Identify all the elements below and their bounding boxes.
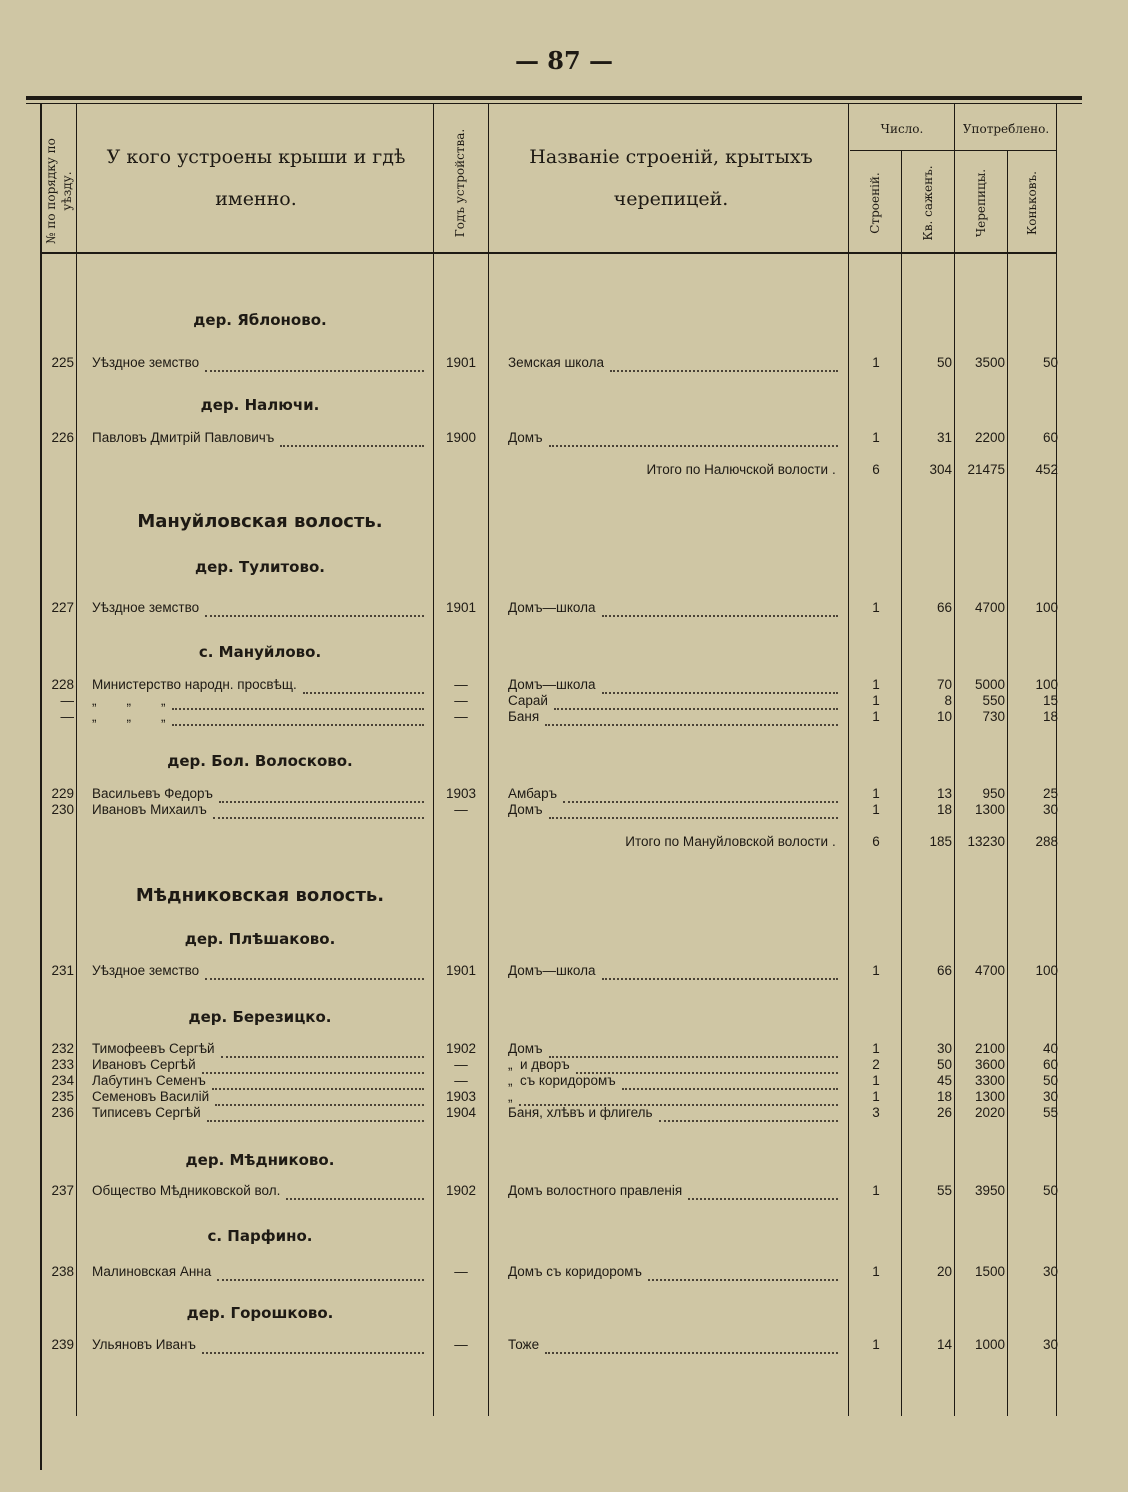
sq-sazhen: 14	[936, 1337, 952, 1352]
year: 1903	[445, 786, 477, 801]
row-number: 231	[51, 963, 74, 978]
buildings-count: 2	[872, 1057, 880, 1072]
building-name: „ съ коридоромъ	[508, 1073, 616, 1088]
col-divider-right	[1056, 104, 1057, 1416]
owner-name: Ивановъ Сергѣй	[92, 1057, 196, 1072]
row-number: 229	[51, 786, 74, 801]
col-divider-year	[488, 104, 489, 1416]
ridges-count: 50	[1042, 1073, 1058, 1088]
total-tiles: 13230	[967, 834, 1005, 849]
section-heading: дер. Плѣшаково.	[184, 930, 336, 948]
leader-dots	[549, 1042, 838, 1058]
sq-sazhen: 31	[936, 430, 952, 445]
building-name: Амбаръ	[508, 786, 558, 801]
year: —	[454, 1337, 468, 1352]
section-heading: дер. Яблоново.	[193, 311, 327, 329]
leader-dots	[213, 803, 424, 819]
tiles-count: 1500	[974, 1264, 1005, 1279]
owner-name: Васильевъ Федоръ	[92, 786, 213, 801]
sq-sazhen: 55	[936, 1183, 952, 1198]
section-heading: дер. Тулитово.	[195, 558, 325, 576]
section-heading: дер. Горошково.	[186, 1304, 334, 1322]
buildings-count: 1	[872, 600, 880, 615]
header-group-used: Употреблено.	[962, 122, 1050, 136]
row-number: 235	[51, 1089, 74, 1104]
building-name: Домъ—школа	[508, 677, 596, 692]
year: 1902	[445, 1041, 477, 1056]
owner-name: Ульяновъ Иванъ	[92, 1337, 196, 1352]
ridges-count: 30	[1042, 1089, 1058, 1104]
section-heading: дер. Бол. Волосково.	[167, 752, 353, 770]
col-divider-cnt	[901, 150, 902, 1416]
leader-dots	[280, 431, 424, 447]
year: 1901	[445, 600, 477, 615]
row-number: —	[60, 693, 74, 708]
table-top-rule	[26, 96, 1082, 100]
total-buildings-count: 6	[872, 834, 880, 849]
header-group-count: Число.	[880, 122, 924, 136]
tiles-count: 1300	[974, 802, 1005, 817]
sq-sazhen: 10	[936, 709, 952, 724]
tiles-count: 2100	[974, 1041, 1005, 1056]
col-divider-building	[848, 104, 849, 1416]
sq-sazhen: 8	[944, 693, 952, 708]
owner-name: Павловъ Дмитрій Павловичъ	[92, 430, 275, 445]
owner-name: Уѣздное земство	[92, 600, 200, 615]
buildings-count: 1	[872, 963, 880, 978]
leader-dots	[217, 1265, 424, 1281]
ridges-count: 60	[1042, 1057, 1058, 1072]
tiles-count: 4700	[974, 600, 1005, 615]
ridges-count: 50	[1042, 1183, 1058, 1198]
ridges-count: 18	[1042, 709, 1058, 724]
building-name: Тоже	[508, 1337, 540, 1352]
year: —	[454, 1057, 468, 1072]
total-tiles: 21475	[967, 462, 1005, 477]
tiles-count: 3600	[974, 1057, 1005, 1072]
row-number: 239	[51, 1337, 74, 1352]
header-ridges: Коньковъ.	[1025, 171, 1039, 235]
building-name: Земская школа	[508, 355, 604, 370]
page-number: — 87 —	[514, 46, 614, 75]
ridges-count: 25	[1042, 786, 1058, 801]
section-heading: дер. Налючи.	[200, 396, 320, 414]
year: —	[454, 1264, 468, 1279]
ridges-count: 40	[1042, 1041, 1058, 1056]
year: —	[454, 677, 468, 692]
section-heading: дер. Березицко.	[188, 1008, 332, 1026]
year: 1902	[445, 1183, 477, 1198]
row-number: 236	[51, 1105, 74, 1120]
leader-dots	[202, 1338, 424, 1354]
owner-name: Семеновъ Василій	[92, 1089, 210, 1104]
building-name: Домъ—школа	[508, 963, 596, 978]
leader-dots	[610, 356, 838, 372]
buildings-count: 1	[872, 693, 880, 708]
owner-name: Уѣздное земство	[92, 963, 200, 978]
total-ridges: 452	[1035, 462, 1058, 477]
leader-dots	[563, 787, 838, 803]
header-tiles: Черепицы.	[974, 168, 988, 238]
tiles-count: 4700	[974, 963, 1005, 978]
tiles-count: 1300	[974, 1089, 1005, 1104]
leader-dots	[602, 601, 838, 617]
buildings-count: 1	[872, 1337, 880, 1352]
building-name: Сарай	[508, 693, 548, 708]
buildings-count: 1	[872, 1073, 880, 1088]
leader-dots	[215, 1090, 424, 1106]
header-sq-sazhen: Кв. саженъ.	[921, 165, 935, 241]
leader-dots	[545, 1338, 838, 1354]
leader-dots	[602, 964, 838, 980]
total-buildings-count: 6	[872, 462, 880, 477]
building-name: Баня	[508, 709, 540, 724]
year: 1904	[445, 1105, 477, 1120]
ridges-count: 100	[1035, 963, 1058, 978]
leader-dots	[207, 1106, 424, 1122]
leader-dots	[648, 1265, 838, 1281]
owner-name: Лабутинъ Семенъ	[92, 1073, 206, 1088]
buildings-count: 1	[872, 1041, 880, 1056]
tiles-count: 2200	[974, 430, 1005, 445]
leader-dots	[576, 1058, 838, 1074]
total-dot: .	[832, 834, 836, 849]
ridges-count: 60	[1042, 430, 1058, 445]
building-name: Домъ съ коридоромъ	[508, 1264, 642, 1279]
leader-dots	[219, 787, 424, 803]
leader-dots	[286, 1184, 424, 1200]
year: 1900	[445, 430, 477, 445]
owner-name: Малиновская Анна	[92, 1264, 212, 1279]
header-bottom-rule	[40, 252, 1056, 254]
col-divider-tiles	[1007, 150, 1008, 1416]
total-label: Итого по Налючской волости	[646, 462, 828, 477]
total-dot: .	[832, 462, 836, 477]
building-name: Домъ волостного правленія	[508, 1183, 683, 1198]
ridges-count: 55	[1042, 1105, 1058, 1120]
col-divider-sq	[954, 104, 955, 1416]
ridges-count: 15	[1042, 693, 1058, 708]
leader-dots	[205, 964, 424, 980]
col-divider-owner	[433, 104, 434, 1416]
ridges-count: 50	[1042, 355, 1058, 370]
buildings-count: 1	[872, 786, 880, 801]
buildings-count: 1	[872, 709, 880, 724]
leader-dots	[519, 1090, 839, 1106]
sq-sazhen: 18	[936, 1089, 952, 1104]
sq-sazhen: 13	[936, 786, 952, 801]
row-number: 238	[51, 1264, 74, 1279]
year: 1901	[445, 355, 477, 370]
volost-heading: Мѣдниковская волость.	[135, 885, 385, 906]
building-name: „	[508, 1089, 513, 1104]
buildings-count: 1	[872, 430, 880, 445]
year: 1903	[445, 1089, 477, 1104]
row-number: 228	[51, 677, 74, 692]
year: —	[454, 693, 468, 708]
owner-name: Общество Мѣдниковской вол.	[92, 1183, 281, 1198]
row-number: —	[60, 709, 74, 724]
leader-dots	[205, 356, 424, 372]
ridges-count: 100	[1035, 600, 1058, 615]
sq-sazhen: 70	[936, 677, 952, 692]
ridges-count: 100	[1035, 677, 1058, 692]
ridges-count: 30	[1042, 1264, 1058, 1279]
building-name: Баня, хлѣвъ и флигель	[508, 1105, 653, 1120]
total-ridges: 288	[1035, 834, 1058, 849]
ridges-count: 30	[1042, 1337, 1058, 1352]
leader-dots	[303, 678, 424, 694]
leader-dots	[172, 694, 425, 710]
header-num: № по порядку по уѣзду.	[44, 138, 74, 244]
leader-dots	[688, 1184, 838, 1200]
tiles-count: 3950	[974, 1183, 1005, 1198]
header-owner: У кого устроены крыши и гдѣ именно.	[106, 146, 406, 210]
leader-dots	[205, 601, 424, 617]
year: —	[454, 709, 468, 724]
owner-name: „ „ „	[92, 709, 166, 724]
section-heading: с. Парфино.	[207, 1227, 313, 1245]
row-number: 232	[51, 1041, 74, 1056]
building-name: Домъ—школа	[508, 600, 596, 615]
tiles-count: 730	[982, 709, 1005, 724]
leader-dots	[202, 1058, 424, 1074]
leader-dots	[554, 694, 838, 710]
row-number: 225	[51, 355, 74, 370]
building-name: Домъ	[508, 430, 543, 445]
section-heading: с. Мануйлово.	[198, 643, 322, 661]
sq-sazhen: 20	[936, 1264, 952, 1279]
building-name: „ и дворъ	[508, 1057, 570, 1072]
building-name: Домъ	[508, 1041, 543, 1056]
tiles-count: 3500	[974, 355, 1005, 370]
buildings-count: 1	[872, 1264, 880, 1279]
buildings-count: 1	[872, 677, 880, 692]
sq-sazhen: 18	[936, 802, 952, 817]
row-number: 227	[51, 600, 74, 615]
tiles-count: 3300	[974, 1073, 1005, 1088]
section-heading: дер. Мѣдниково.	[185, 1151, 335, 1169]
buildings-count: 1	[872, 1183, 880, 1198]
buildings-count: 3	[872, 1105, 880, 1120]
owner-name: Типисевъ Сергѣй	[92, 1105, 201, 1120]
leader-dots	[221, 1042, 424, 1058]
row-number: 233	[51, 1057, 74, 1072]
table-top-rule-thin	[26, 103, 1082, 104]
sq-sazhen: 50	[936, 355, 952, 370]
row-number: 234	[51, 1073, 74, 1088]
header-building: Названіе строеній, крытыхъ черепицей.	[529, 146, 813, 210]
leader-dots	[622, 1074, 838, 1090]
total-sq-sazhen: 304	[929, 462, 952, 477]
ridges-count: 30	[1042, 802, 1058, 817]
sq-sazhen: 45	[936, 1073, 952, 1088]
owner-name: Уѣздное земство	[92, 355, 200, 370]
building-name: Домъ	[508, 802, 543, 817]
total-label: Итого по Мануйловской волости	[625, 834, 828, 849]
leader-dots	[659, 1106, 838, 1122]
col-divider-num	[76, 104, 77, 1416]
year: 1901	[445, 963, 477, 978]
tiles-count: 550	[982, 693, 1005, 708]
owner-name: „ „ „	[92, 693, 166, 708]
leader-dots	[212, 1074, 424, 1090]
volost-heading: Мануйловская волость.	[137, 511, 383, 532]
header-buildings-count: Строеній.	[868, 172, 882, 234]
row-number: 237	[51, 1183, 74, 1198]
buildings-count: 1	[872, 1089, 880, 1104]
leader-dots	[545, 710, 838, 726]
leader-dots	[602, 678, 838, 694]
buildings-count: 1	[872, 355, 880, 370]
tiles-count: 5000	[974, 677, 1005, 692]
sq-sazhen: 66	[936, 963, 952, 978]
owner-name: Тимофеевъ Сергѣй	[92, 1041, 215, 1056]
sq-sazhen: 66	[936, 600, 952, 615]
tiles-count: 1000	[974, 1337, 1005, 1352]
year: —	[454, 802, 468, 817]
buildings-count: 1	[872, 802, 880, 817]
sq-sazhen: 30	[936, 1041, 952, 1056]
leader-dots	[172, 710, 425, 726]
leader-dots	[549, 431, 838, 447]
header-year: Годъ устройства.	[453, 128, 467, 238]
year: —	[454, 1073, 468, 1088]
row-number: 230	[51, 802, 74, 817]
sq-sazhen: 26	[936, 1105, 952, 1120]
row-number: 226	[51, 430, 74, 445]
total-sq-sazhen: 185	[929, 834, 952, 849]
tiles-count: 950	[982, 786, 1005, 801]
owner-name: Ивановъ Михаилъ	[92, 802, 207, 817]
tiles-count: 2020	[974, 1105, 1005, 1120]
sq-sazhen: 50	[936, 1057, 952, 1072]
leader-dots	[549, 803, 838, 819]
owner-name: Министерство народн. просвѣщ.	[92, 677, 297, 692]
